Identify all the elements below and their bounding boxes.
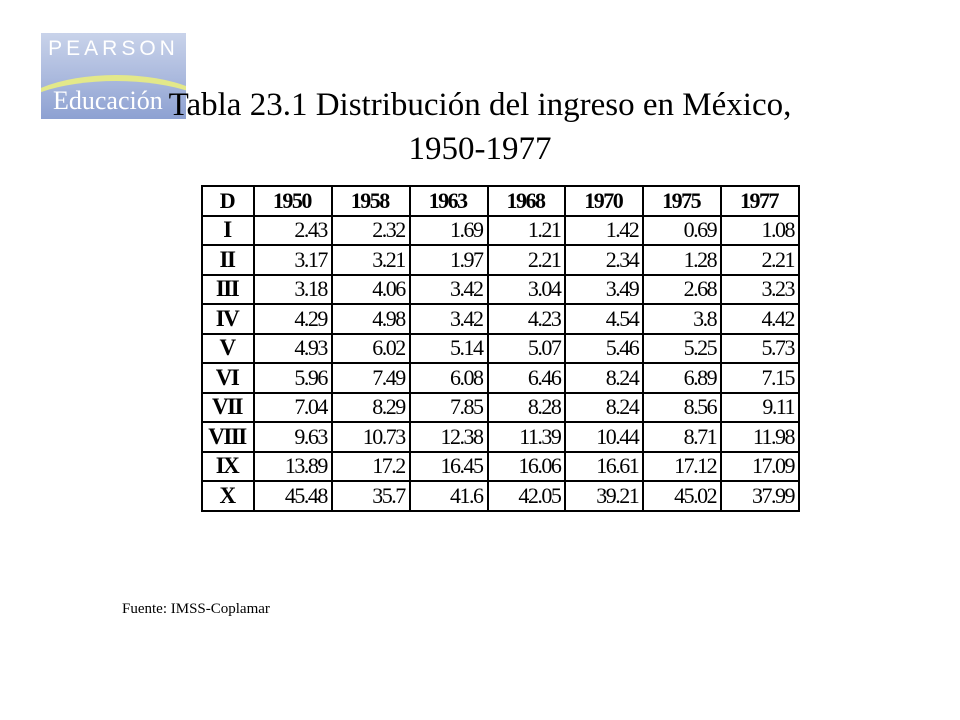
table-cell: 5.46	[565, 334, 643, 364]
table-cell: 5.73	[721, 334, 799, 364]
table-cell: 7.04	[254, 393, 332, 423]
table-cell: 10.44	[565, 422, 643, 452]
table-cell: 3.42	[410, 304, 488, 334]
header-cell: 1963	[410, 186, 488, 216]
table-cell: 1.28	[643, 245, 721, 275]
row-label: VI	[202, 363, 254, 393]
source-note: Fuente: IMSS-Coplamar	[122, 601, 270, 617]
table-cell: 3.17	[254, 245, 332, 275]
table-cell: 3.8	[643, 304, 721, 334]
table-cell: 45.48	[254, 481, 332, 511]
table-cell: 9.63	[254, 422, 332, 452]
table-cell: 10.73	[332, 422, 410, 452]
table-cell: 3.42	[410, 275, 488, 305]
table-row	[202, 275, 799, 305]
row-label: X	[202, 481, 254, 511]
table-row	[202, 334, 799, 364]
logo-subtitle: Educación	[53, 86, 163, 115]
table-cell: 4.06	[332, 275, 410, 305]
table-cell: 8.28	[488, 393, 566, 423]
table-cell: 3.04	[488, 275, 566, 305]
table-cell: 11.39	[488, 422, 566, 452]
table-cell: 3.49	[565, 275, 643, 305]
table-cell: 2.21	[488, 245, 566, 275]
table-cell: 1.42	[565, 216, 643, 246]
table-cell: 6.02	[332, 334, 410, 364]
table-cell: 5.07	[488, 334, 566, 364]
table-cell: 2.43	[254, 216, 332, 246]
table-cell: 0.69	[643, 216, 721, 246]
logo-brand: PEARSON	[48, 37, 179, 60]
table-row	[202, 422, 799, 452]
table-cell: 1.69	[410, 216, 488, 246]
table-body	[202, 216, 799, 511]
table-cell: 4.93	[254, 334, 332, 364]
table-cell: 4.98	[332, 304, 410, 334]
table-cell: 12.38	[410, 422, 488, 452]
header-row	[202, 186, 799, 216]
header-cell: 1970	[565, 186, 643, 216]
row-label: II	[202, 245, 254, 275]
table-cell: 7.15	[721, 363, 799, 393]
table-cell: 16.45	[410, 452, 488, 482]
table-cell: 8.24	[565, 363, 643, 393]
table-row	[202, 216, 799, 246]
page-title-line-1: Tabla 23.1 Distribución del ingreso en México,	[168, 87, 792, 123]
table-cell: 16.06	[488, 452, 566, 482]
table-cell: 16.61	[565, 452, 643, 482]
table-cell: 9.11	[721, 393, 799, 423]
table-cell: 1.08	[721, 216, 799, 246]
table-row	[202, 363, 799, 393]
table-cell: 7.85	[410, 393, 488, 423]
table-row	[202, 304, 799, 334]
income-distribution-table	[201, 185, 800, 512]
table-cell: 4.23	[488, 304, 566, 334]
table-cell: 45.02	[643, 481, 721, 511]
table-cell: 7.49	[332, 363, 410, 393]
row-label: IV	[202, 304, 254, 334]
row-label: IX	[202, 452, 254, 482]
table-cell: 4.29	[254, 304, 332, 334]
header-cell: 1975	[643, 186, 721, 216]
table-cell: 5.14	[410, 334, 488, 364]
header-cell: 1950	[254, 186, 332, 216]
row-label: V	[202, 334, 254, 364]
table-cell: 4.54	[565, 304, 643, 334]
table-cell: 8.71	[643, 422, 721, 452]
table-row	[202, 481, 799, 511]
header-cell: 1968	[488, 186, 566, 216]
table-cell: 39.21	[565, 481, 643, 511]
row-label: VII	[202, 393, 254, 423]
table-cell: 35.7	[332, 481, 410, 511]
row-label: III	[202, 275, 254, 305]
table-cell: 5.96	[254, 363, 332, 393]
header-cell: D	[202, 186, 254, 216]
table-cell: 3.18	[254, 275, 332, 305]
table-cell: 1.97	[410, 245, 488, 275]
table-cell: 2.21	[721, 245, 799, 275]
table-row	[202, 452, 799, 482]
table-cell: 4.42	[721, 304, 799, 334]
table-cell: 8.56	[643, 393, 721, 423]
table-cell: 6.89	[643, 363, 721, 393]
page-title-line-2: 1950-1977	[408, 131, 552, 167]
table-cell: 17.09	[721, 452, 799, 482]
table-cell: 13.89	[254, 452, 332, 482]
table-cell: 1.21	[488, 216, 566, 246]
table-cell: 17.2	[332, 452, 410, 482]
table-cell: 2.68	[643, 275, 721, 305]
table-cell: 8.29	[332, 393, 410, 423]
table-cell: 3.23	[721, 275, 799, 305]
table-cell: 3.21	[332, 245, 410, 275]
table-cell: 2.34	[565, 245, 643, 275]
table-cell: 2.32	[332, 216, 410, 246]
table-row	[202, 245, 799, 275]
table-cell: 6.46	[488, 363, 566, 393]
table-cell: 17.12	[643, 452, 721, 482]
row-label: VIII	[202, 422, 254, 452]
row-label: I	[202, 216, 254, 246]
table-row	[202, 393, 799, 423]
table-cell: 42.05	[488, 481, 566, 511]
table-cell: 11.98	[721, 422, 799, 452]
header-cell: 1977	[721, 186, 799, 216]
table-header	[202, 186, 799, 216]
table-cell: 6.08	[410, 363, 488, 393]
table-cell: 37.99	[721, 481, 799, 511]
table-cell: 41.6	[410, 481, 488, 511]
table-cell: 5.25	[643, 334, 721, 364]
header-cell: 1958	[332, 186, 410, 216]
table-cell: 8.24	[565, 393, 643, 423]
